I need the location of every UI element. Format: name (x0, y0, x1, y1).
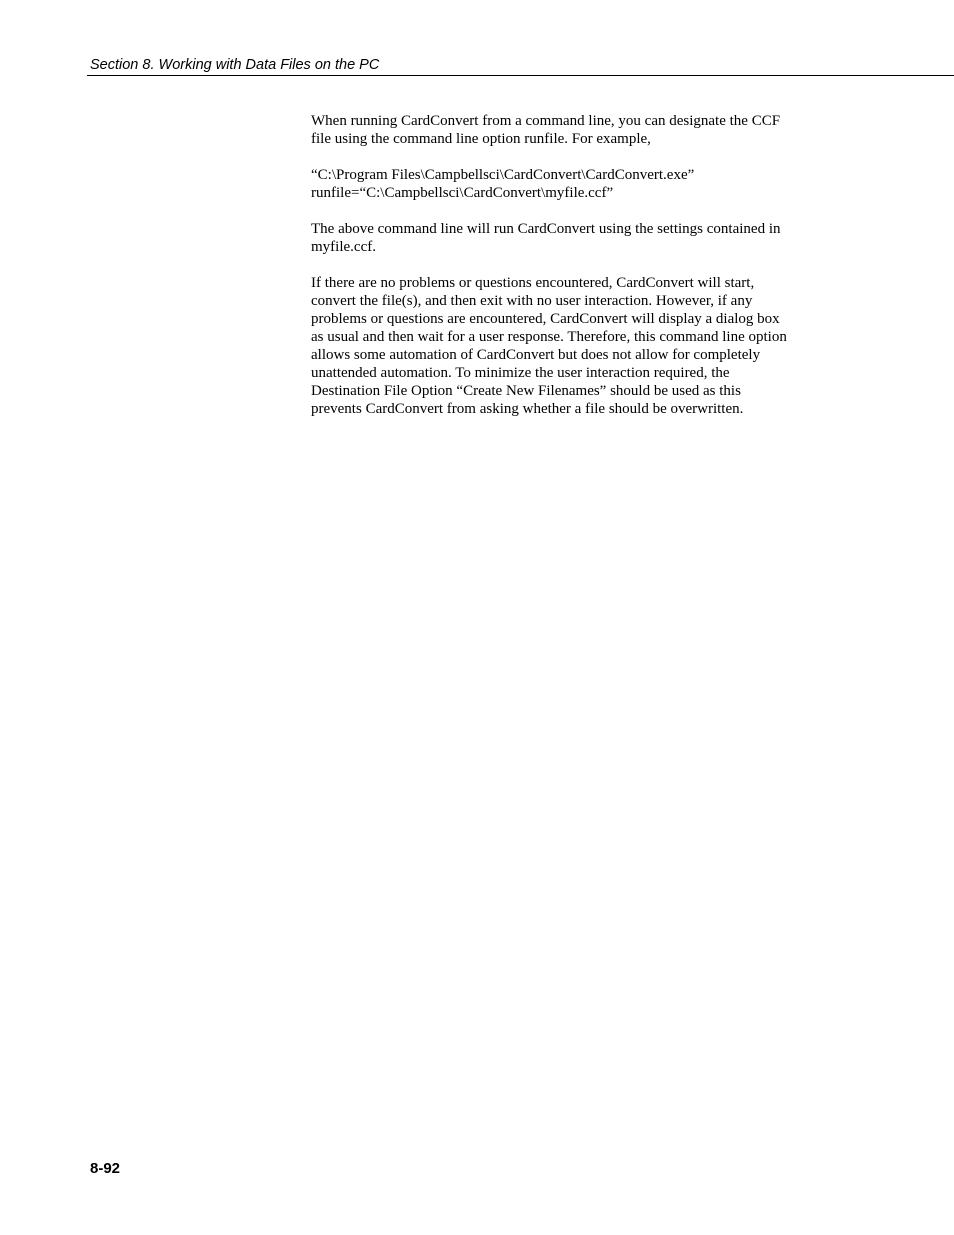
command-line-text: runfile=“C:\Campbellsci\CardConvert\myfile.ccf” (311, 185, 614, 201)
text-line: problems or questions are encountered, CardConvert will display a dialog box (311, 311, 780, 327)
text-line: file using the command line option runfile. For example, (311, 131, 651, 147)
text-line: The above command line will run CardConvert using the settings contained in (311, 221, 781, 237)
text-line: allows some automation of CardConvert but does not allow for completely (311, 347, 761, 363)
command-line-text: “C:\Program Files\Campbellsci\CardConvert\CardConvert.exe” (311, 167, 695, 183)
page-number: 8-92 (90, 1160, 121, 1177)
text-line: unattended automation. To minimize the user interaction required, the (311, 365, 730, 381)
paragraph-explanation (311, 220, 811, 256)
paragraph-intro (311, 112, 811, 148)
running-header: Section 8. Working with Data Files on the PC (90, 57, 380, 73)
paragraph-command-example (311, 166, 811, 202)
body-text (311, 112, 811, 418)
text-line: as usual and then wait for a user response. Therefore, this command line option (311, 329, 787, 345)
text-line: When running CardConvert from a command line, you can designate the CCF (311, 113, 781, 129)
text-line: prevents CardConvert from asking whether a file should be overwritten. (311, 401, 744, 417)
header-rule (87, 75, 954, 76)
text-line: myfile.ccf. (311, 239, 376, 255)
text-line: Destination File Option “Create New Filenames” should be used as this (311, 383, 741, 399)
text-line: convert the file(s), and then exit with no user interaction. However, if any (311, 293, 753, 309)
text-line: If there are no problems or questions encountered, CardConvert will start, (311, 275, 755, 291)
paragraph-automation-notes (311, 274, 811, 418)
